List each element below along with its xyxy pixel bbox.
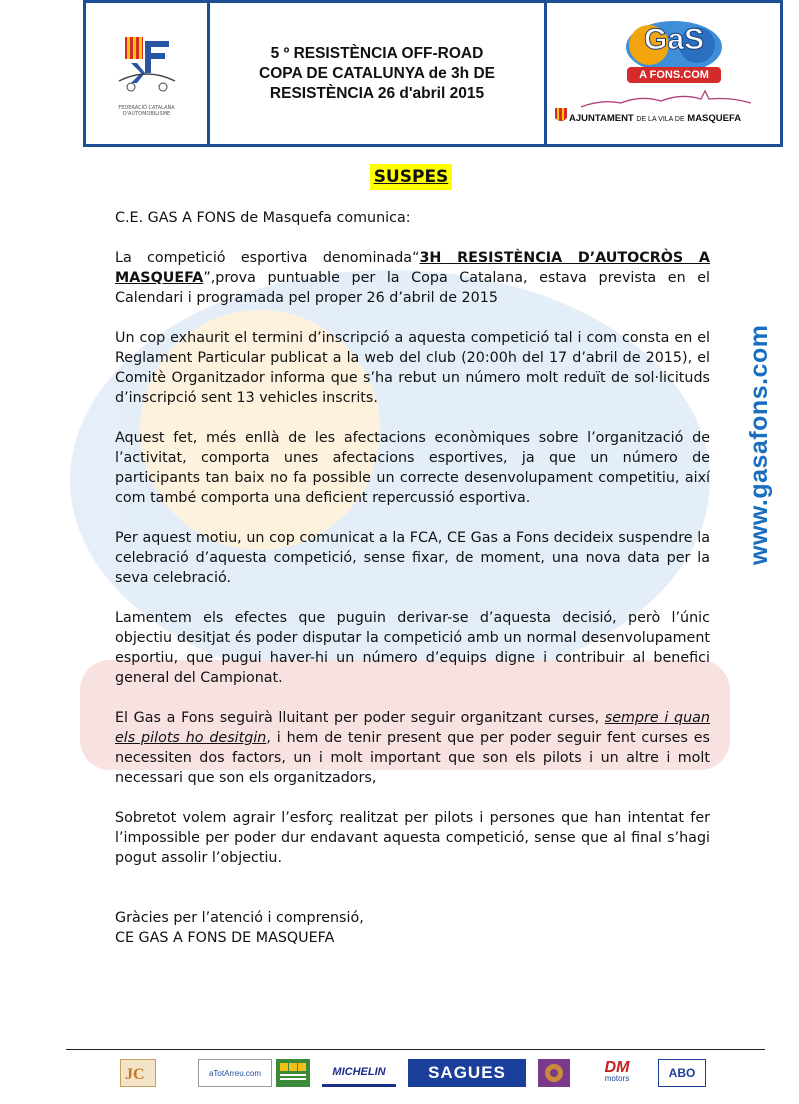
ajuntament-de: DE LA VILA DE	[636, 116, 685, 123]
fca-name-2: D'AUTOMOBILISME	[122, 111, 171, 117]
paragraph-8: Sobretot volem agrair l’esforç realitzat per pilots i persones que han intentat fer l’impossible per poder dur endavant aquesta competició, sense que al final s’hagi pogut assolir l’objectiu.	[115, 810, 710, 866]
crest-logo-icon	[542, 1061, 566, 1085]
gas-logo-text: GaS	[643, 23, 705, 56]
sponsor-crest-logo	[538, 1059, 570, 1087]
sponsor-bab-logo	[276, 1059, 310, 1087]
event-title-line-2: COPA DE CATALUNYA de 3h DE	[259, 64, 495, 82]
letter-body	[115, 208, 710, 968]
bab-logo-icon	[279, 1062, 307, 1084]
jc-logo-icon	[123, 1061, 153, 1085]
sponsor-dm-motors: DM motors	[604, 1059, 630, 1083]
sponsor-sagues: SAGUES	[408, 1059, 526, 1087]
town-skyline-icon	[581, 87, 751, 109]
event-title-line-3: RESISTÈNCIA 26 d'abril 2015	[269, 84, 485, 102]
closing-thanks: Gràcies per l’atenció i comprensió,	[115, 910, 364, 926]
sponsor-atotarreu: aTotArreu.com	[198, 1059, 272, 1087]
ajuntament-label	[569, 113, 741, 124]
emphasis-text: sempre i quan els pilots ho desitgin	[115, 710, 710, 746]
letterhead	[83, 0, 783, 147]
paragraph-2: La competició esportiva denominada“3H RESISTÈNCIA D’AUTOCRÒS A MASQUEFA”,prova puntuable per la Copa Catalana, estava prevista en el Calendari i programada pel proper 26 d’abril de 2015	[115, 250, 710, 306]
sponsor-jc-logo	[120, 1059, 156, 1087]
club-logos-cell	[547, 3, 780, 144]
paragraph-4: Aquest fet, més enllà de les afectacions econòmiques sobre l’organització de l’activitat, comporta unes afectacions esportives, ja que un número de participants tan baix no fa possible un correcte desenvolupament competitiu, així com també comporta una deficient repercussió esportiva.	[115, 430, 710, 506]
paragraph-intro: C.E. GAS A FONS de Masquefa comunica:	[115, 210, 411, 226]
paragraph-3: Un cop exhaurit el termini d’inscripció a aquesta competició tal i com consta en el Reglament Particular publicat a la web del club (20:00h del 17 d’abril de 2015), el Comitè Organitzador informa que s’ha rebut un número molt reduït de sol·licituds d’inscripció sent 13 vehicles inscrits.	[115, 330, 710, 406]
fca-logo-icon	[111, 33, 183, 103]
gas-a-fons-logo	[619, 17, 729, 87]
masquefa-shield-icon	[555, 108, 567, 124]
paragraph-6: Lamentem els efectes que puguin derivar-se d’aquesta decisió, però l’únic objectiu desitjat és poder disputar la competició amb un normal desenvolupament esportiu, que pugui haver-hi un número d’equips digne i contribuir al benefici general del Campionat.	[115, 610, 710, 686]
gas-logo-sub: A FONS.COM	[639, 69, 709, 81]
ajuntament-town: MASQUEFA	[687, 113, 742, 124]
svg-text:JC: JC	[125, 1066, 145, 1083]
closing-signature: CE GAS A FONS DE MASQUEFA	[115, 930, 335, 946]
footer-divider	[66, 1049, 765, 1050]
page-title: SUSPES	[370, 164, 452, 190]
sponsor-abo: ABO	[658, 1059, 706, 1087]
paragraph-5: Per aquest motiu, un cop comunicat a la FCA, CE Gas a Fons decideix suspendre la celebració d’aquesta competició, sense fixar, de moment, una nova data per la seva celebració.	[115, 530, 710, 586]
side-website-url: www.gasafons.com	[745, 324, 773, 565]
event-name: 3H RESISTÈNCIA D’AUTOCRÒS A MASQUEFA	[115, 250, 710, 286]
event-title-line-1: 5 º RESISTÈNCIA OFF-ROAD	[270, 44, 484, 62]
sponsor-michelin: MICHELIN	[322, 1059, 396, 1087]
fca-logo-cell	[86, 3, 210, 144]
ajuntament-word: AJUNTAMENT	[569, 113, 634, 124]
fca-name: FEDERACIÓ CATALANA	[118, 105, 175, 111]
paragraph-7: El Gas a Fons seguirà lluitant per poder seguir organitzant curses, sempre i quan els pilots ho desitgin, i hem de tenir present que per poder seguir fent curses es necessiten dos factors, un i molt important que son els pilots i un altre i molt necessari que son els organitzadors,	[115, 710, 710, 786]
event-title-cell	[210, 3, 547, 144]
